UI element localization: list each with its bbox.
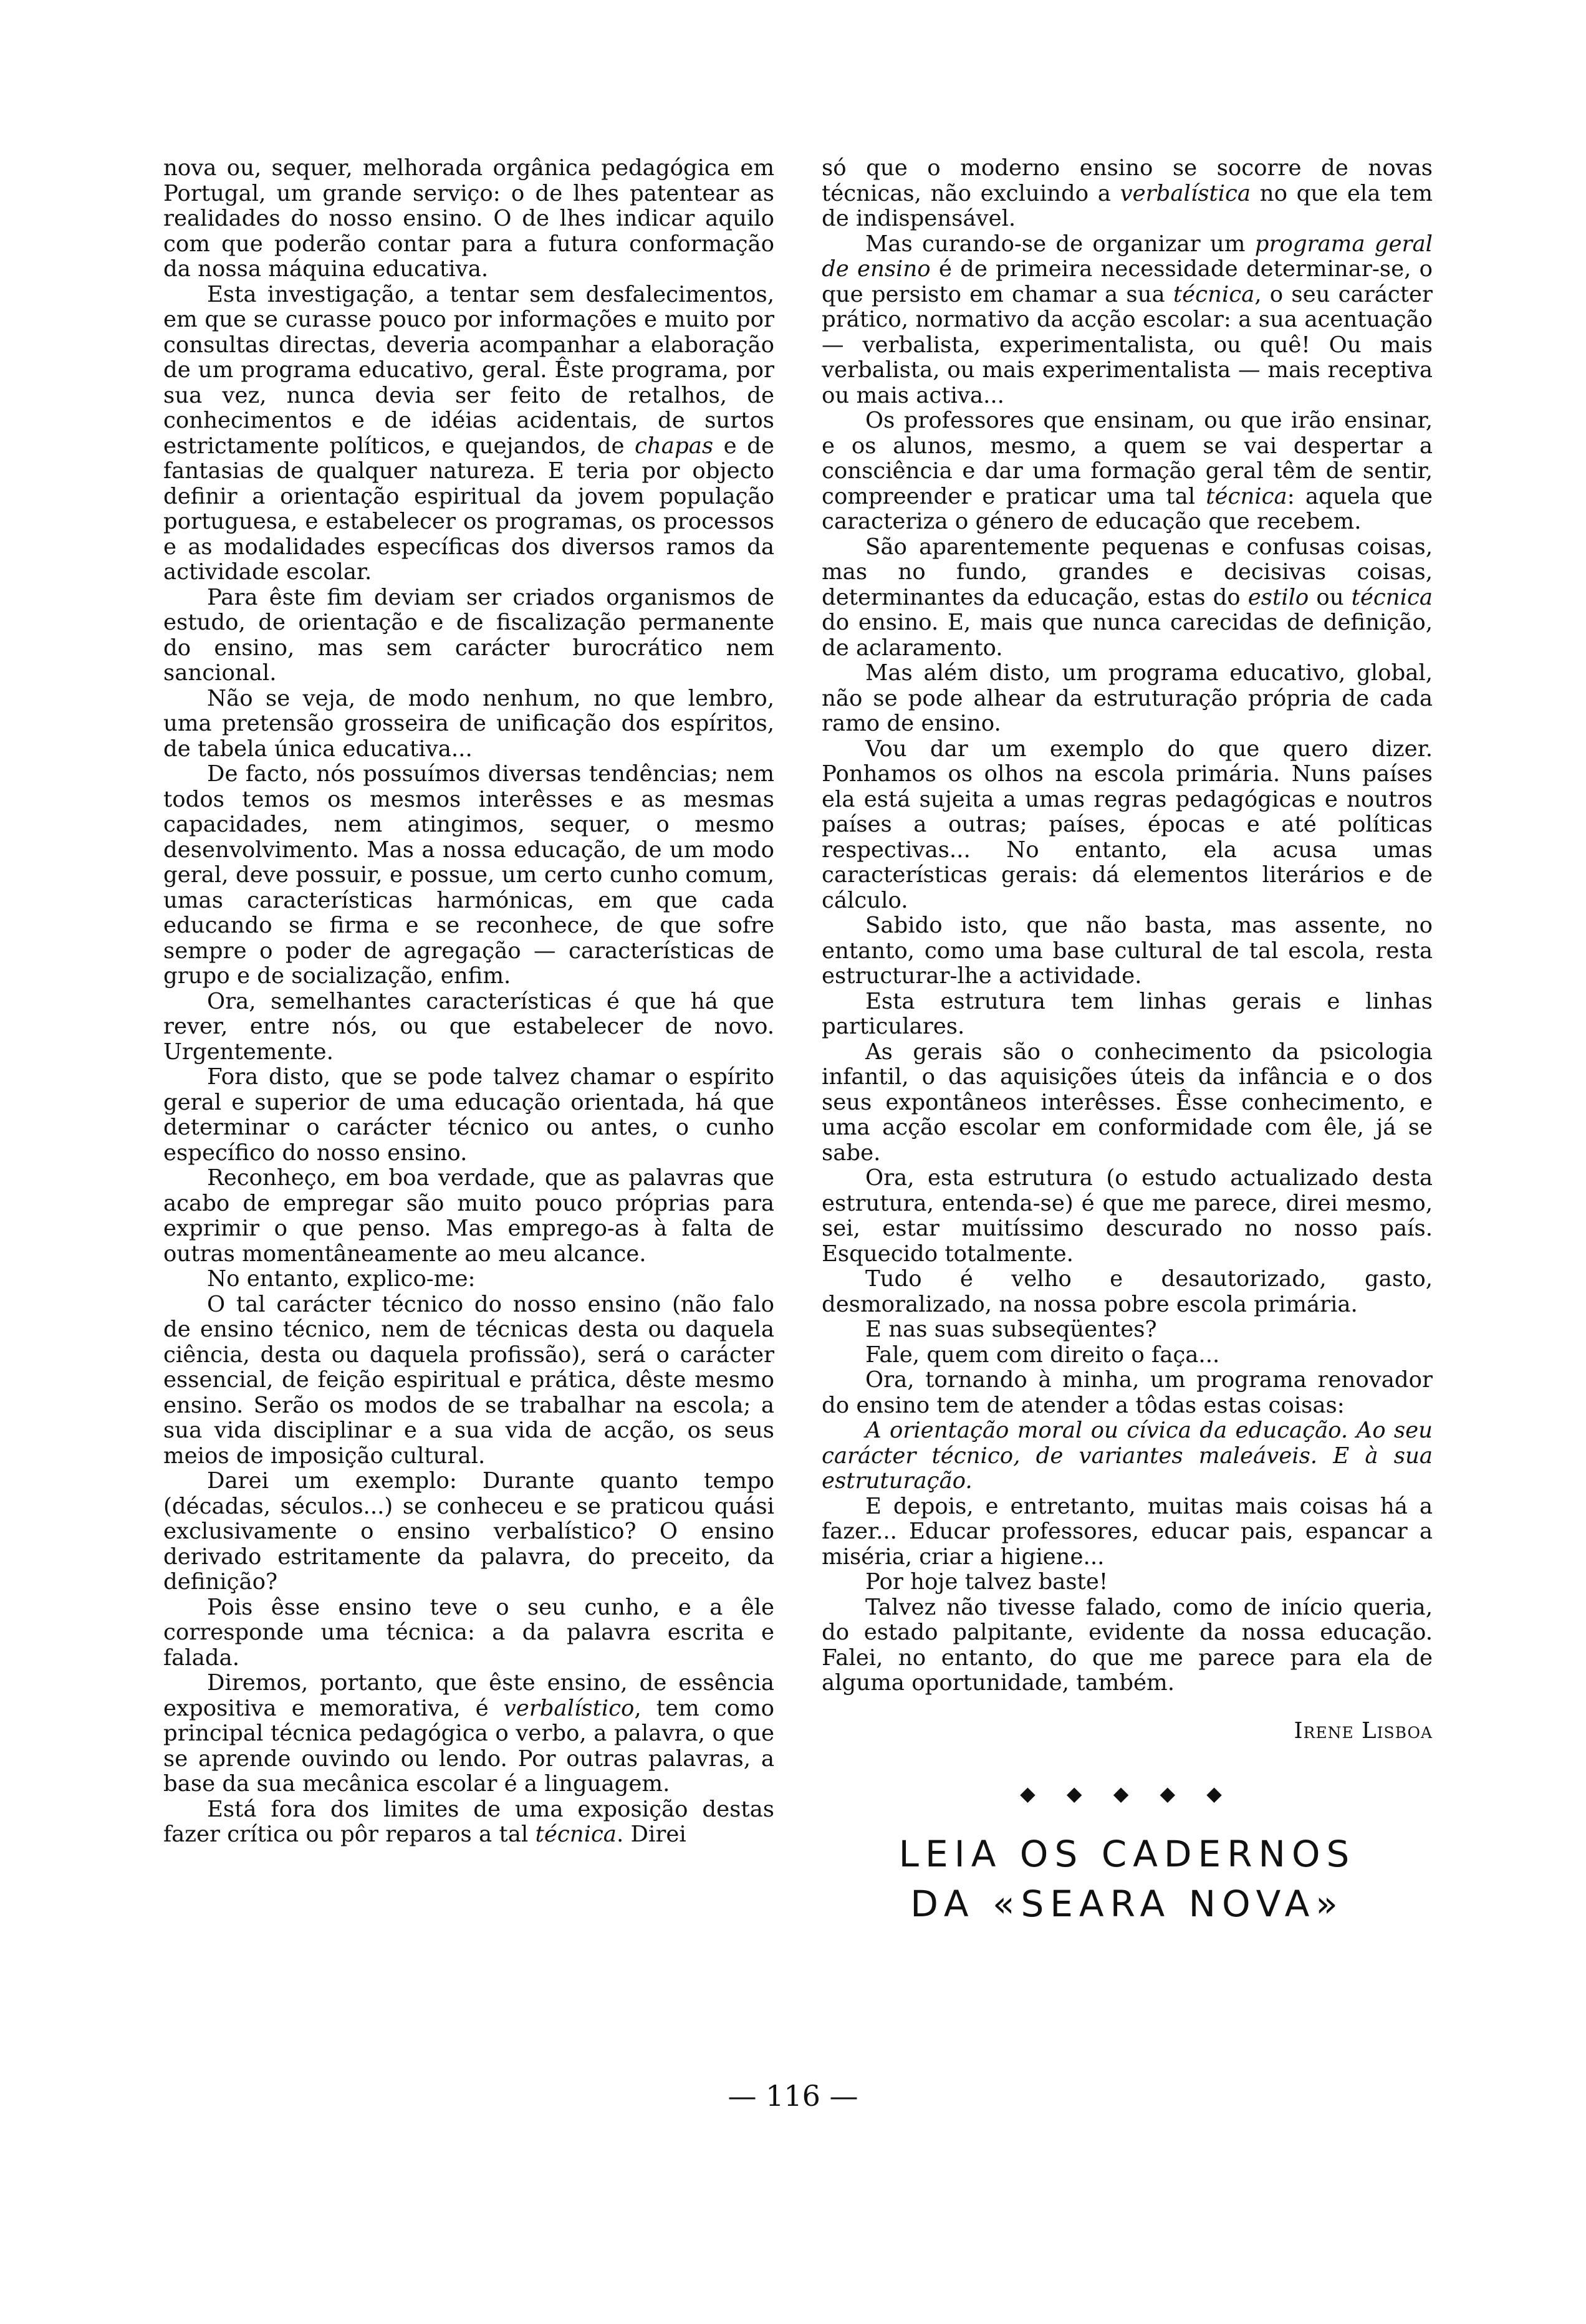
banner-line-2: DA «SEARA NOVA»: [910, 1882, 1344, 1925]
right-paragraph: E nas suas subseqüentes?: [865, 1317, 1157, 1342]
left-paragraph: No entanto, explico-me:: [207, 1266, 476, 1292]
left-paragraph: Diremos, portanto, que êste ensino, de essência expositiva e memorativa, é verbalístico, tem como principal técnica pedagógica o verbo, a palavra, o que se aprende ouvindo ou lendo. Por outras palavras, a base da sua mecânica escolar é a linguagem.: [163, 1670, 774, 1797]
right-paragraph: Ora, tornando à minha, um programa renovador do ensino tem de atender a tôdas estas coisas:: [822, 1367, 1433, 1418]
left-paragraph: nova ou, sequer, melhorada orgânica pedagógica em Portugal, um grande serviço: o de lhes patentear as realidades do nosso ensino. O de lhes indicar aquilo com que poderão contar para a futura conformação da nossa máquina educativa.: [163, 155, 774, 282]
left-paragraph: Esta investigação, a tentar sem desfalecimentos, em que se curasse pouco por informações e muito por consultas directas, deveria acompanhar a elaboração de um programa educativo, geral. Êste programa, por sua vez, nunca devia ser feito de retalhos, de conhecimentos e de idéias acidentais, de surtos estrictamente políticos, e quejandos, de chapas e de fantasias de qualquer natureza. E teria por objecto definir a orientação espiritual da jovem população portuguesa, e estabelecer os programas, os processos e as modalidades específicas dos diversos ramos da actividade escolar.: [163, 281, 774, 585]
left-paragraph: Ora, semelhantes características é que há que rever, entre nós, ou que estabelecer de novo. Urgentemente.: [163, 988, 774, 1065]
right-paragraph: E depois, e entretanto, muitas mais coisas há a fazer... Educar professores, educar pais, espancar a miséria, criar a higiene...: [822, 1493, 1433, 1570]
right-paragraph: As gerais são o conhecimento da psicologia infantil, o das aquisições úteis da infância e o dos seus expontâneos interêsses. Êsse conhecimento, e uma acção escolar em conformidade com êle, já se sabe.: [822, 1039, 1433, 1166]
left-paragraph: Pois êsse ensino teve o seu cunho, e a êle corresponde uma técnica: a da palavra escrita e falada.: [163, 1594, 774, 1671]
author-signature: Irene Lisboa: [1294, 1717, 1433, 1744]
left-text-column: [163, 156, 774, 1848]
right-paragraph: A orientação moral ou cívica da educação. Ao seu carácter técnico, de variantes maleáveis. E à sua estruturação.: [822, 1418, 1433, 1494]
banner-line-1: LEIA OS CADERNOS: [898, 1832, 1356, 1875]
right-paragraph: Ora, esta estrutura (o estudo actualizado desta estrutura, entenda-se) é que me parece, direi mesmo, sei, estar muitíssimo descurado no nosso país. Esquecido totalmente.: [822, 1165, 1433, 1267]
right-paragraph: Tudo é velho e desautorizado, gasto, desmoralizado, na nossa pobre escola primária.: [822, 1266, 1433, 1317]
right-paragraph: Mas curando-se de organizar um programa geral de ensino é de primeira necessidade determinar-se, o que persisto em chamar a sua técnica, o seu carácter prático, normativo da acção escolar: a sua acentuação — verbalista, experimentalista, ou quê! Ou mais verbalista, ou mais experimentalista — mais receptiva ou mais activa...: [822, 231, 1433, 408]
diamond-ornament: ◆ ◆ ◆ ◆ ◆: [1020, 1782, 1234, 1805]
right-paragraph: São aparentemente pequenas e confusas coisas, mas no fundo, grandes e decisivas coisas, determinantes da educação, estas do estilo ou técnica do ensino. E, mais que nunca carecidas de definição, de aclaramento.: [822, 534, 1433, 661]
right-paragraph: Os professores que ensinam, ou que irão ensinar, e os alunos, mesmo, a quem se vai despertar a consciência e dar uma formação geral têm de sentir, compreender e praticar uma tal técnica: aquela que caracteriza o género de educação que recebem.: [822, 408, 1433, 534]
left-paragraph: Não se veja, de modo nenhum, no que lembro, uma pretensão grosseira de unificação dos espíritos, de tabela única educativa...: [163, 685, 774, 762]
right-paragraph: Vou dar um exemplo do que quero dizer. Ponhamos os olhos na escola primária. Nuns países ela está sujeita a umas regras pedagógicas e noutros países a outras; países, épocas e até políticas respectivas... No entanto, ela acusa umas características gerais: dá elementos literários e de cálculo.: [822, 736, 1433, 913]
right-paragraph: Esta estrutura tem linhas gerais e linhas particulares.: [822, 988, 1433, 1039]
right-paragraph: Talvez não tivesse falado, como de início queria, do estado palpitante, evidente da nossa educação. Falei, no entanto, do que me parece para ela de alguma oportunidade, também.: [822, 1594, 1433, 1696]
right-paragraphs: [822, 156, 1433, 1696]
page-number: — 116 —: [728, 2079, 858, 2113]
left-paragraph: Reconheço, em boa verdade, que as palavras que acabo de empregar são muito pouco próprias para exprimir o que penso. Mas emprego-as à falta de outras momentâneamente ao meu alcance.: [163, 1165, 774, 1267]
left-paragraph: O tal carácter técnico do nosso ensino (não falo de ensino técnico, nem de técnicas desta ou daquela ciência, desta ou daquela profissão), será o carácter essencial, de feição espiritual e prática, dêste mesmo ensino. Serão os modos de se trabalhar na escola; a sua vida disciplinar e a sua vida de acção, os seus meios de imposição cultural.: [163, 1291, 774, 1469]
left-paragraph: Fora disto, que se pode talvez chamar o espírito geral e superior de uma educação orientada, há que determinar o carácter técnico ou antes, o cunho específico do nosso ensino.: [163, 1064, 774, 1166]
right-paragraph: Por hoje talvez baste!: [865, 1569, 1108, 1595]
left-paragraph: Darei um exemplo: Durante quanto tempo (décadas, séculos...) se conheceu e se praticou quási exclusivamente o ensino verbalístico? O ensino derivado estritamente da palavra, do preceito, da definição?: [163, 1468, 774, 1595]
right-paragraph: só que o moderno ensino se socorre de novas técnicas, não excluindo a verbalística no que ela tem de indispensável.: [822, 155, 1433, 231]
right-text-column: [822, 156, 1433, 1929]
right-paragraph: Mas além disto, um programa educativo, global, não se pode alhear da estruturação própria de cada ramo de ensino.: [822, 660, 1433, 736]
right-paragraph: Sabido isto, que não basta, mas assente, no entanto, como uma base cultural de tal escola, resta estructurar-lhe a actividade.: [822, 913, 1433, 989]
left-paragraph: Para êste fim deviam ser criados organismos de estudo, de orientação e de fiscalização permanente do ensino, mas sem carácter burocrático nem sancional.: [163, 584, 774, 686]
right-paragraph: Fale, quem com direito o faça...: [865, 1342, 1220, 1368]
left-paragraph: Está fora dos limites de uma exposição destas fazer crítica ou pôr reparos a tal técnica. Direi: [163, 1796, 774, 1847]
advertisement-banner: [822, 1829, 1433, 1929]
left-paragraph: De facto, nós possuímos diversas tendências; nem todos temos os mesmos interêsses e as mesmas capacidades, nem atingimos, sequer, o mesmo desenvolvimento. Mas a nossa educação, de um modo geral, deve possuir, e possue, um certo cunho comum, umas características harmónicas, em que cada educando se firma e se reconhece, de que sofre sempre o poder de agregação — características de grupo e de socialização, enfim.: [163, 761, 774, 989]
